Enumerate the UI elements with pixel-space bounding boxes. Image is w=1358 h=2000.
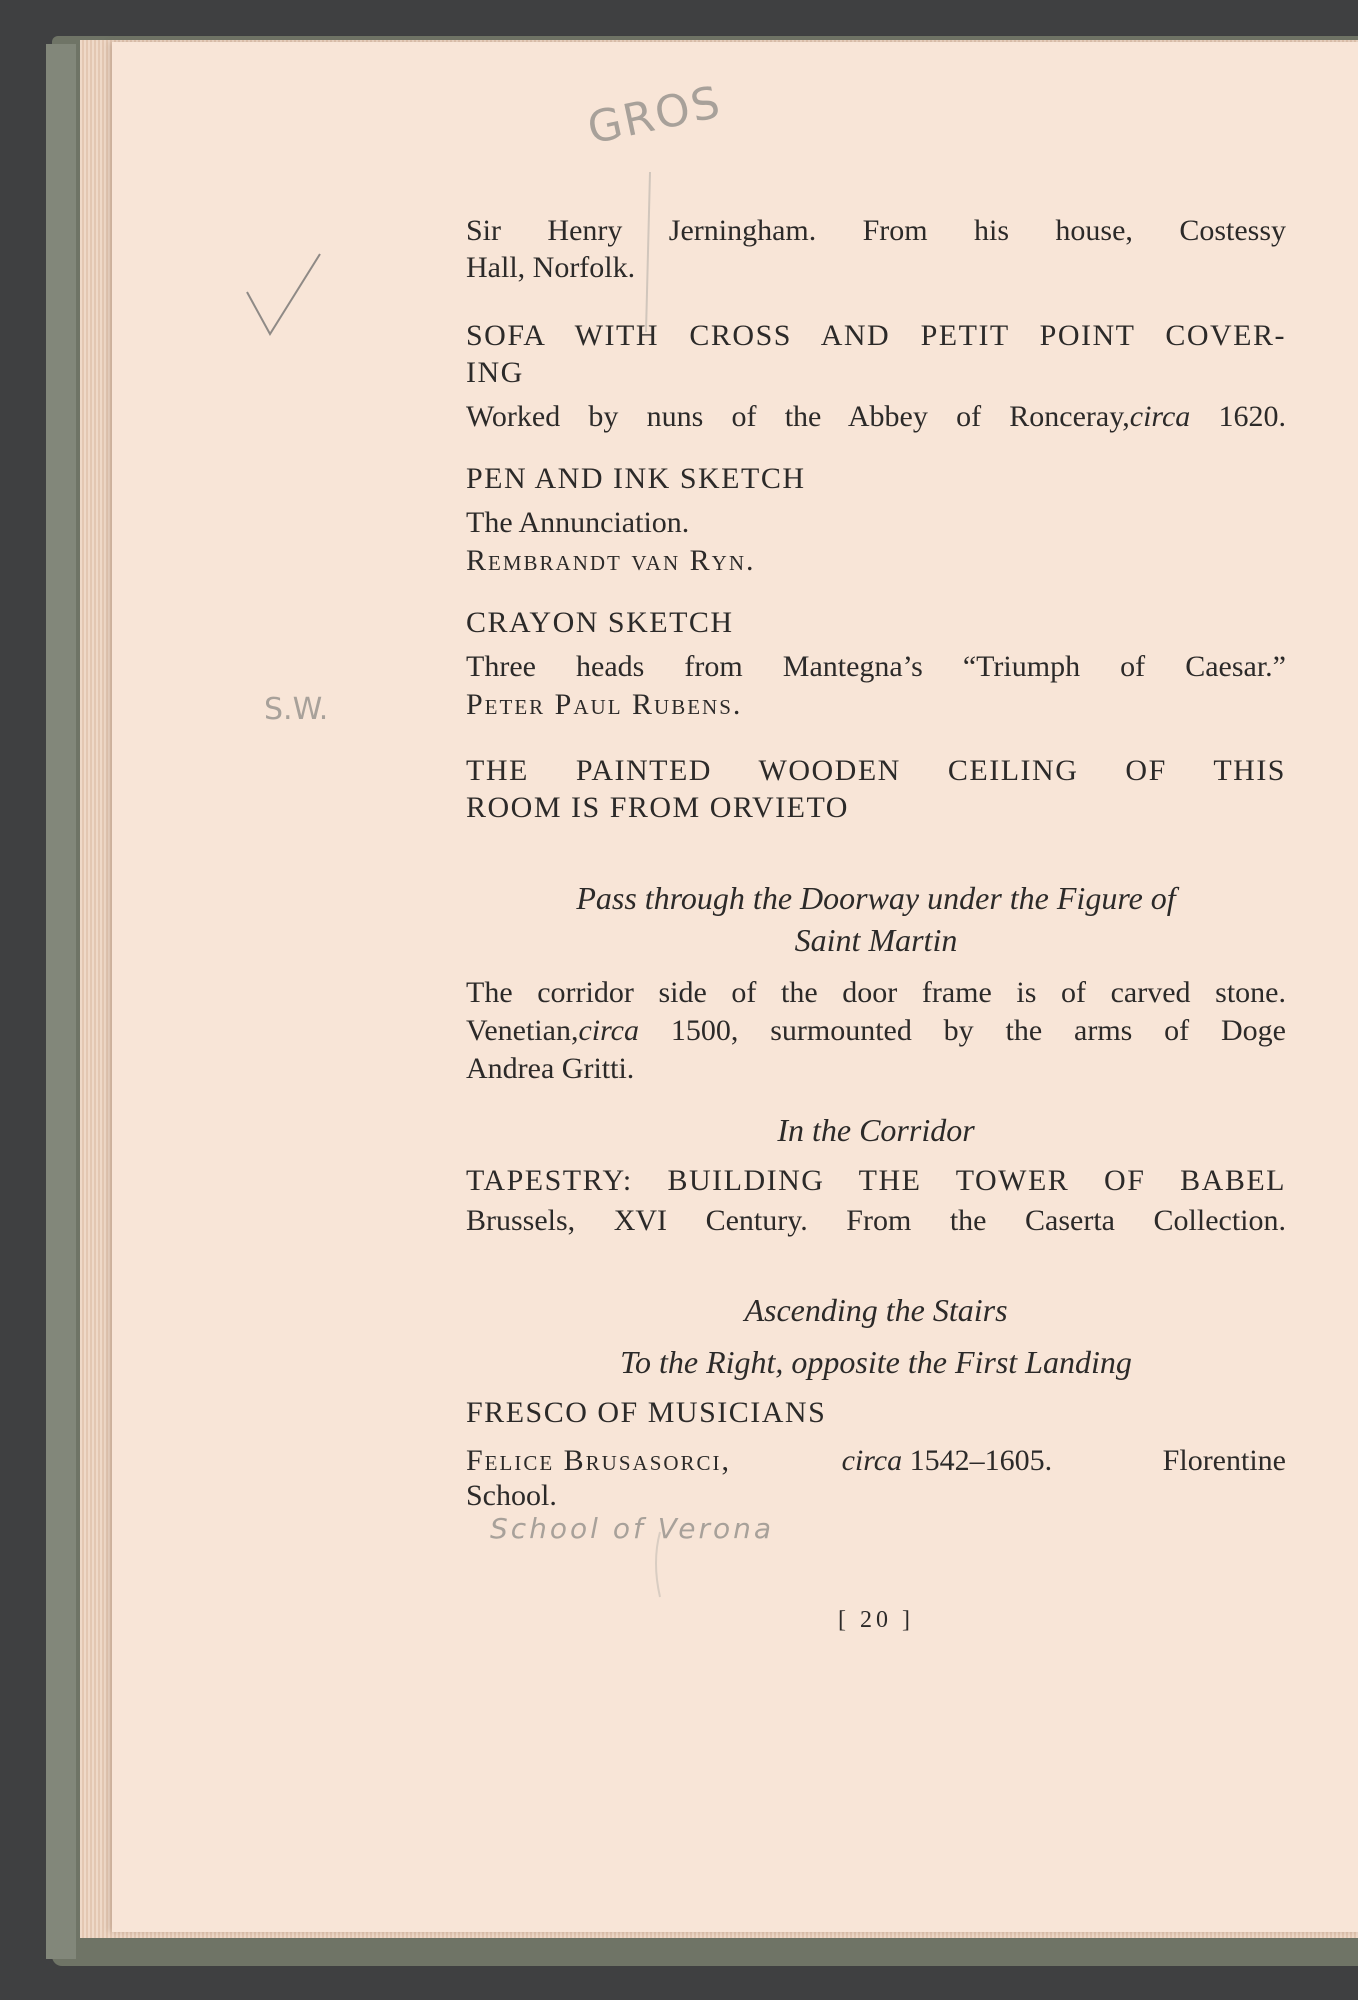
date: 1620. xyxy=(1218,400,1286,433)
section-title: Pass through the Doorway under the Figure of xyxy=(576,880,1176,916)
entry-artist-line xyxy=(466,1442,1286,1479)
section-title: To the Right, opposite the First Landing xyxy=(620,1344,1132,1380)
circa-italic: circa xyxy=(841,1444,903,1477)
section-title: Saint Martin xyxy=(794,922,958,958)
entry-text-line: Sir Henry Jerningham. From his house, Costessy xyxy=(466,214,1286,247)
entry-heading: ROOM IS FROM ORVIETO xyxy=(466,791,849,824)
entry-description: Brussels, XVI Century. From the Caserta Collection. xyxy=(466,1204,1286,1237)
entry-text-line: Hall, Norfolk. xyxy=(466,251,636,284)
book-spine-edge xyxy=(46,44,76,1959)
handwritten-top-note: GROS xyxy=(583,76,727,155)
text: Venetian, xyxy=(466,1014,579,1047)
entry-artist: Peter Paul Rubens. xyxy=(466,688,743,721)
entry-description xyxy=(466,398,1286,435)
entry-description: The Annunciation. xyxy=(466,506,690,539)
handwritten-side-note: S.W. xyxy=(264,692,329,727)
entry-description: Three heads from Mantegna’s “Triumph of Caesar.” xyxy=(466,650,1286,683)
school-line: School. xyxy=(466,1479,557,1512)
circa-italic: circa xyxy=(578,1014,639,1047)
book-page xyxy=(112,42,1358,1932)
section-title: In the Corridor xyxy=(777,1112,975,1148)
entry-heading: FRESCO OF MUSICIANS xyxy=(466,1396,827,1429)
paragraph-line: Andrea Gritti. xyxy=(466,1052,635,1085)
entry-heading: ING xyxy=(466,356,524,389)
handwritten-bottom-note: School of Verona xyxy=(490,1512,775,1545)
entry-heading: TAPESTRY: BUILDING THE TOWER OF BABEL xyxy=(466,1164,1286,1197)
text: Worked by nuns of the Abbey of Ronceray, xyxy=(466,400,1130,433)
entry-artist: Felice Brusasorci, xyxy=(466,1444,732,1477)
paragraph-line xyxy=(466,1012,1286,1049)
check-mark xyxy=(247,254,320,334)
entry-heading: THE PAINTED WOODEN CEILING OF THIS xyxy=(466,754,1286,787)
section-title: Ascending the Stairs xyxy=(744,1292,1008,1328)
entry-heading: CRAYON SKETCH xyxy=(466,606,734,639)
paragraph-line: The corridor side of the door frame is of carved stone. xyxy=(466,976,1286,1009)
page-number: [ 20 ] xyxy=(838,1607,914,1633)
school: Florentine xyxy=(1162,1444,1286,1477)
text: 1500, surmounted by the arms of Doge xyxy=(670,1014,1286,1047)
dates: 1542–1605. xyxy=(909,1444,1053,1477)
entry-artist: Rembrandt van Ryn. xyxy=(466,544,756,577)
entry-heading: SOFA WITH CROSS AND PETIT POINT COVER- xyxy=(466,319,1286,352)
circa-italic: circa xyxy=(1129,400,1191,433)
entry-heading: PEN AND INK SKETCH xyxy=(466,462,806,495)
